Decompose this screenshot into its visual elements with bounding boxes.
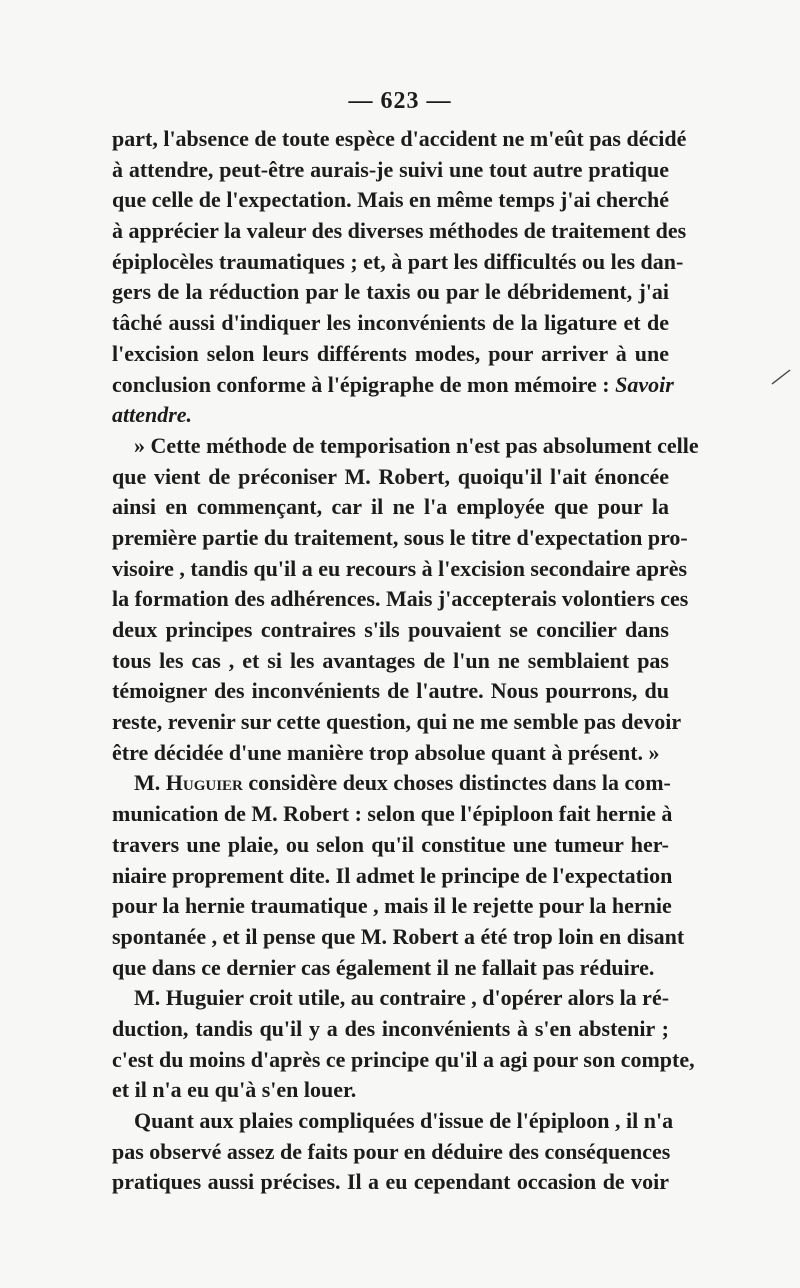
text-line: témoigner des inconvénients de l'autre. Nous pourrons, du [112,678,669,704]
text-line: que vient de préconiser M. Robert, quoiqu'il l'ait énoncée [112,463,669,489]
text-line: c'est du moins d'après ce principe qu'il a agi pour son compte, [112,1046,695,1072]
page-number: — 623 — [348,88,452,114]
margin-pencil-mark [770,368,792,386]
text-line: munication de M. Robert : selon que l'épiploon fait hernie à [112,801,673,827]
text-line: visoire , tandis qu'il a eu recours à l'excision secondaire après [112,555,688,581]
text-line: tâché aussi d'indiquer les inconvénients de la ligature et de [112,310,669,336]
text-line: tous les cas , et si les avantages de l'un ne semblaient pas [112,647,669,673]
text-line: conclusion conforme à l'épigraphe de mon mémoire : Savoir [112,371,674,397]
text-line: attendre. [112,402,193,428]
text-line: pour la hernie traumatique , mais il le rejette pour la hernie [112,893,672,919]
text-line: et il n'a eu qu'à s'en louer. [112,1077,357,1103]
text-line: ainsi en commençant, car il ne l'a employée que pour la [112,494,669,520]
text-line: pas observé assez de faits pour en déduire des conséquences [112,1138,671,1164]
text-line: M. Huguier considère deux choses distinctes dans la com- [134,770,671,796]
text-line: l'excision selon leurs différents modes, pour arriver à une [112,340,669,366]
text-line: niaire proprement dite. Il admet le principe de l'expectation [112,862,673,888]
text-line: pratiques aussi précises. Il a eu cependant occasion de voir [112,1169,669,1195]
text-line: gers de la réduction par le taxis ou par le débridement, j'ai [112,279,669,305]
text-line: part, l'absence de toute espèce d'accident ne m'eût pas décidé [112,126,687,151]
text-line: que celle de l'expectation. Mais en même temps j'ai cherché [112,187,669,213]
text-line: duction, tandis qu'il y a des inconvénients à s'en abstenir ; [112,1015,669,1041]
text-line: M. Huguier croit utile, au contraire , d'opérer alors la ré- [134,985,670,1011]
text-line: reste, revenir sur cette question, qui ne me semble pas devoir [112,709,682,735]
text-line: être décidée d'une manière trop absolue quant à présent. » [112,739,660,765]
text-line: spontanée , et il pense que M. Robert a été trop loin en disant [112,923,685,949]
text-line: Quant aux plaies compliquées d'issue de l'épiploon , il n'a [134,1108,674,1133]
text-line: première partie du traitement, sous le titre d'expectation pro- [112,524,688,550]
text-line: à attendre, peut-être aurais-je suivi une tout autre pratique [112,156,669,182]
text-line: travers une plaie, ou selon qu'il constitue une tumeur her- [112,831,669,857]
text-line: la formation des adhérences. Mais j'accepterais volontiers ces [112,586,689,612]
text-line: que dans ce dernier cas également il ne fallait pas réduire. [112,954,655,980]
text-line: » Cette méthode de temporisation n'est pas absolument celle [134,432,699,458]
text-line: deux principes contraires s'ils pouvaient se concilier dans [112,617,669,642]
text-line: à apprécier la valeur des diverses méthodes de traitement des [112,218,687,244]
text-line: épiplocèles traumatiques ; et, à part les difficultés ou les dan- [112,248,684,274]
body-text [112,124,699,1198]
